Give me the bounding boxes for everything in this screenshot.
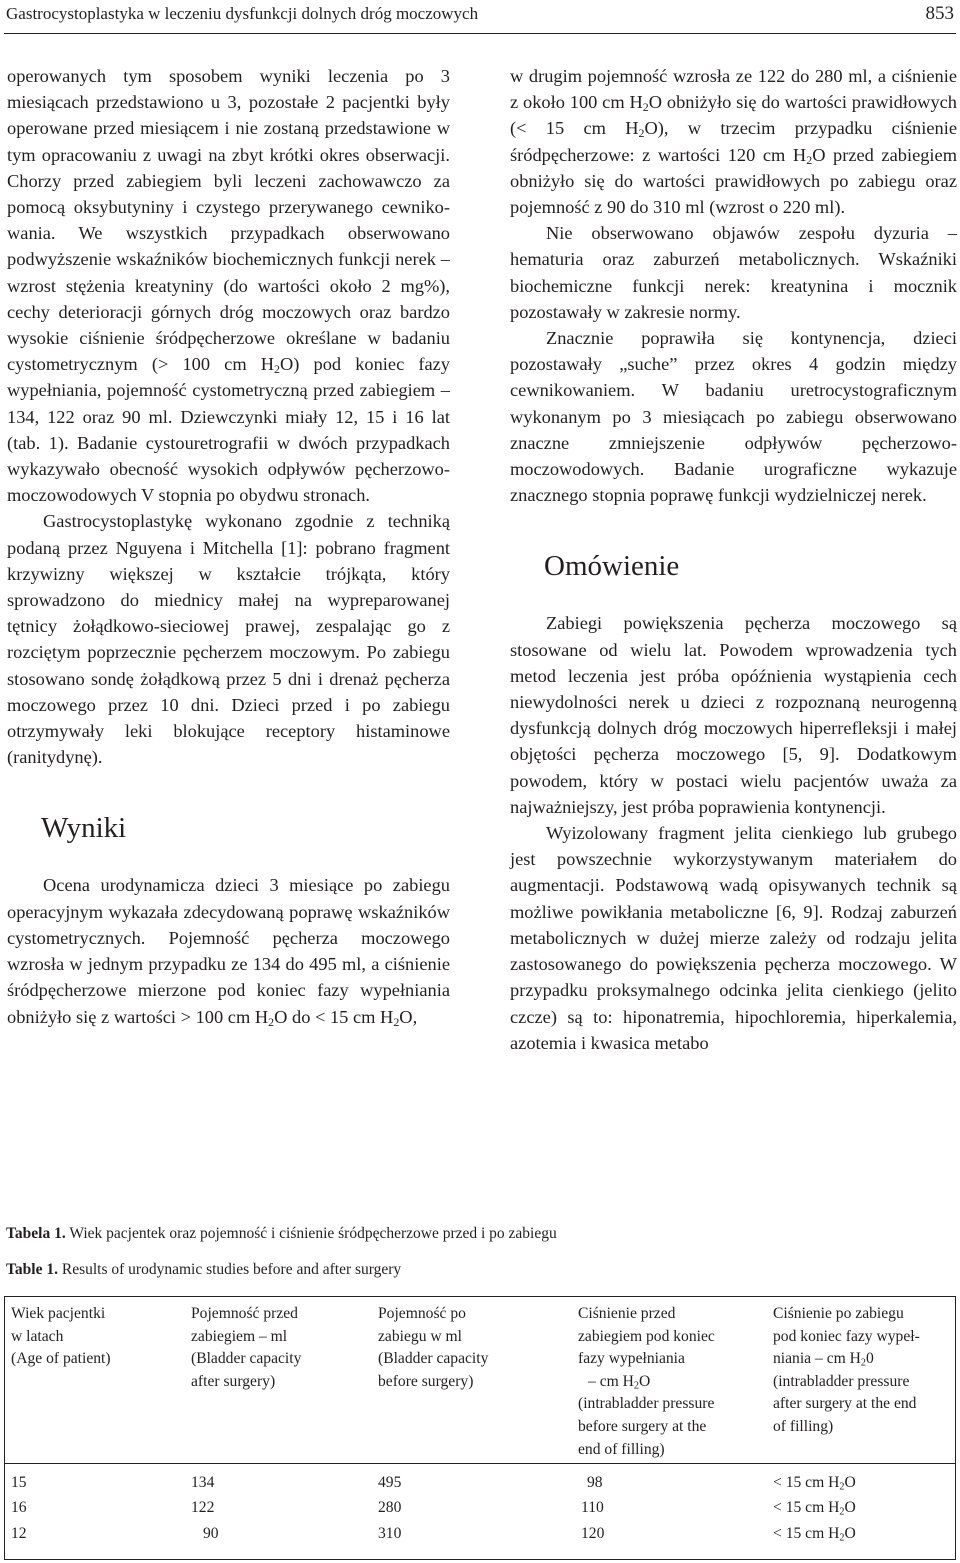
table-captions	[6, 1222, 946, 1294]
caption-polish: Tabela 1. Wiek pacjentek oraz pojemność i ciśnienie śródpęcherzowe przed i po zabiegu	[6, 1225, 557, 1242]
table-row: 12 90 310 120 < 15 cm $H_2O$	[11, 1525, 856, 1544]
left-column	[7, 63, 450, 1030]
paragraph-continence: Znacznie poprawiła się kontynencja, dzieci pozostawały „suche” przez okres 4 godzin między cewnikowaniem. W badaniu uretrocystograficznym wykonanym po 3 miesiącach po zabiegu obserwowano znaczne zmniejszenie odpływów pęcherzowo-moczowodowych. Badanie urograficzne wykazuje znacznego stopnia poprawę funkcji wydzielniczej nerek.	[510, 328, 957, 506]
table-header-rule	[5, 1463, 955, 1464]
paragraph-discussion-1: Zabiegi powiększenia pęcherza moczowego są stosowane od wielu lat. Powodem wprowadzenia tych metod leczenia jest próba opóźnienia wystąpienia cech niewydolności nerek u dzieci z rozpoznaną neurogenną dysfunkcją dolnych dróg moczowych hiperrefleksji i małej objętości pęcherza moczowego [5, 9]. Dodatkowym powodem, który w postaci wielu pacjentów uważa za najważniejszy, jest próba poprawienia kontynencji.	[510, 613, 957, 817]
paragraph-discussion-2: Wyizolowany fragment jelita cienkiego lub grubego jest powszechnie wykorzystywanym materiałem do augmentacji. Podstawową wadą opisywanych technik są możliwe powikłania metaboliczne [6, 9]. Rodzaj zaburzeń metabolicznych w dużej mierze zależy od rodzaju jelita zastosowanego do powiększenia pęcherza moczowego. W przypadku proksymalnego odcinka jelita cienkiego (jelito czcze) są to: hiponatremia, hipochloremia, hiperkalemia, azotemia i kwasica metabo	[510, 823, 957, 1053]
paragraph-technique: Gastrocystoplastykę wykonano zgodnie z techniką podaną przez Nguyena i Mitchella [1]: pobrano fragment krzywizny większej w kształcie trójkąta, który sprowadzono do miednicy małej na wypreparowanej tętnicy żołądkowo-sieciowej prawej, zespalając go z rozciętym poprzecznie pęcherzem moczowym. Po zabiegu stosowano sondę żołądkową przez 5 dni i drenaż pęcherza moczowego przez 10 dni. Dzieci przed i po zabiegu otrzymywały leki blokujące receptory histaminowe (ranitydynę).	[7, 511, 450, 768]
table-row: 15 134 495 98 < 15 cm $H_2O$	[11, 1474, 856, 1493]
caption-english: Table 1. Results of urodynamic studies before and after surgery	[6, 1261, 402, 1278]
header-capacity-before: Pojemność przed zabiegiem – ml (Bladder capacity after surgery)	[191, 1305, 302, 1390]
header-age: Wiek pacjentki w latach (Age of patient)	[11, 1305, 111, 1368]
paragraph-no-symptoms: Nie obserwowano objawów zespołu dyzuria – hematuria oraz zaburzeń metabolicznych. Wskaźniki biochemiczne funkcji nerek: kreatynina i mocznik pozostawały w zakresie normy.	[510, 223, 957, 322]
running-head	[6, 2, 954, 26]
header-pressure-before: Ciśnienie przed zabiegiem pod koniec fazy wypełniania – cm $H_2O$ (intrabladder pressure before surgery at the end of filling)	[578, 1305, 715, 1458]
section-heading-results: Wyniki	[41, 812, 127, 845]
paragraph-results-continued: w drugim pojemność wzrosła ze 122 do 280 ml, a ciśnienie z około 100 cm $H_2O$ obniżyło się do wartości prawidłowych (< 15 cm $H_2O$), w trzecim przypadku ciśnienie śródpęcherzowe: z wartości 120 cm $H_2O$ przed zabiegiem obniżyło się do wartości prawidłowych po zabiegu oraz pojemność z 90 do 310 ml (wzrost o 220 ml).	[510, 66, 957, 218]
header-pressure-after: Ciśnienie po zabiegu pod koniec fazy wypeł- niania – cm $H_20$ (intrabladder pressure after surgery at the end of filling)	[773, 1305, 920, 1435]
right-column	[510, 63, 957, 1056]
page-number: 853	[925, 3, 954, 24]
header-rule	[4, 33, 956, 34]
paragraph-results: Ocena urodynamicza dzieci 3 miesiące po zabiegu operacyjnym wykazała zdecydowaną poprawę wskaźników cystometrycznych. Pojemność pęcherza moczowego wzrosła w jednym przypadku ze 134 do 495 ml, a ciśnienie śródpęcherzowe mierzone pod koniec fazy wypełniania obniżyło się z wartości > 100 cm $H_2O$ do < 15 cm $H_2O$,	[7, 875, 450, 1029]
results-table	[4, 1296, 956, 1560]
table-row: 16 122 280 110 < 15 cm $H_2O$	[11, 1499, 856, 1518]
section-heading-discussion: Omówienie	[544, 550, 680, 583]
header-capacity-after: Pojemność po zabiegu w ml (Bladder capacity before surgery)	[378, 1305, 489, 1390]
running-head-title: Gastrocystoplastyka w leczeniu dysfunkcji dolnych dróg moczowych	[6, 4, 479, 23]
paragraph-patients: operowanych tym sposobem wyniki leczenia po 3 miesiącach przedstawiono u 3, pozostałe 2 pacjentki były operowane przed miesiącem i nie zostaną przedstawione w tym opracowaniu z uwagi na zbyt krótki okres obserwacji. Chorzy przed zabiegiem byli leczeni zachowawczo za pomocą oksybutyniny i czystego przerywanego cewnikowania. We wszystkich przypadkach obserwowano podwyższenie wskaźników biochemicznych funkcji nerek – wzrost stężenia kreatyniny (do wartości około 2 mg%), cechy deterioracji górnych dróg moczowych oraz bardzo wysokie ciśnienie śródpęcherzowe określane w badaniu cystometrycznym (> 100 cm $H_2O$) pod koniec fazy wypełniania, pojemność cystometryczną przed zabiegiem – 134, 122 oraz 90 ml. Dziewczynki miały 12, 15 i 16 lat (tab. 1). Badanie cystouretrografii w dwóch przypadkach wykazywało obecność wysokich odpływów pęcherzowo-moczowodowych V stopnia po obydwu stronach.	[7, 66, 450, 506]
